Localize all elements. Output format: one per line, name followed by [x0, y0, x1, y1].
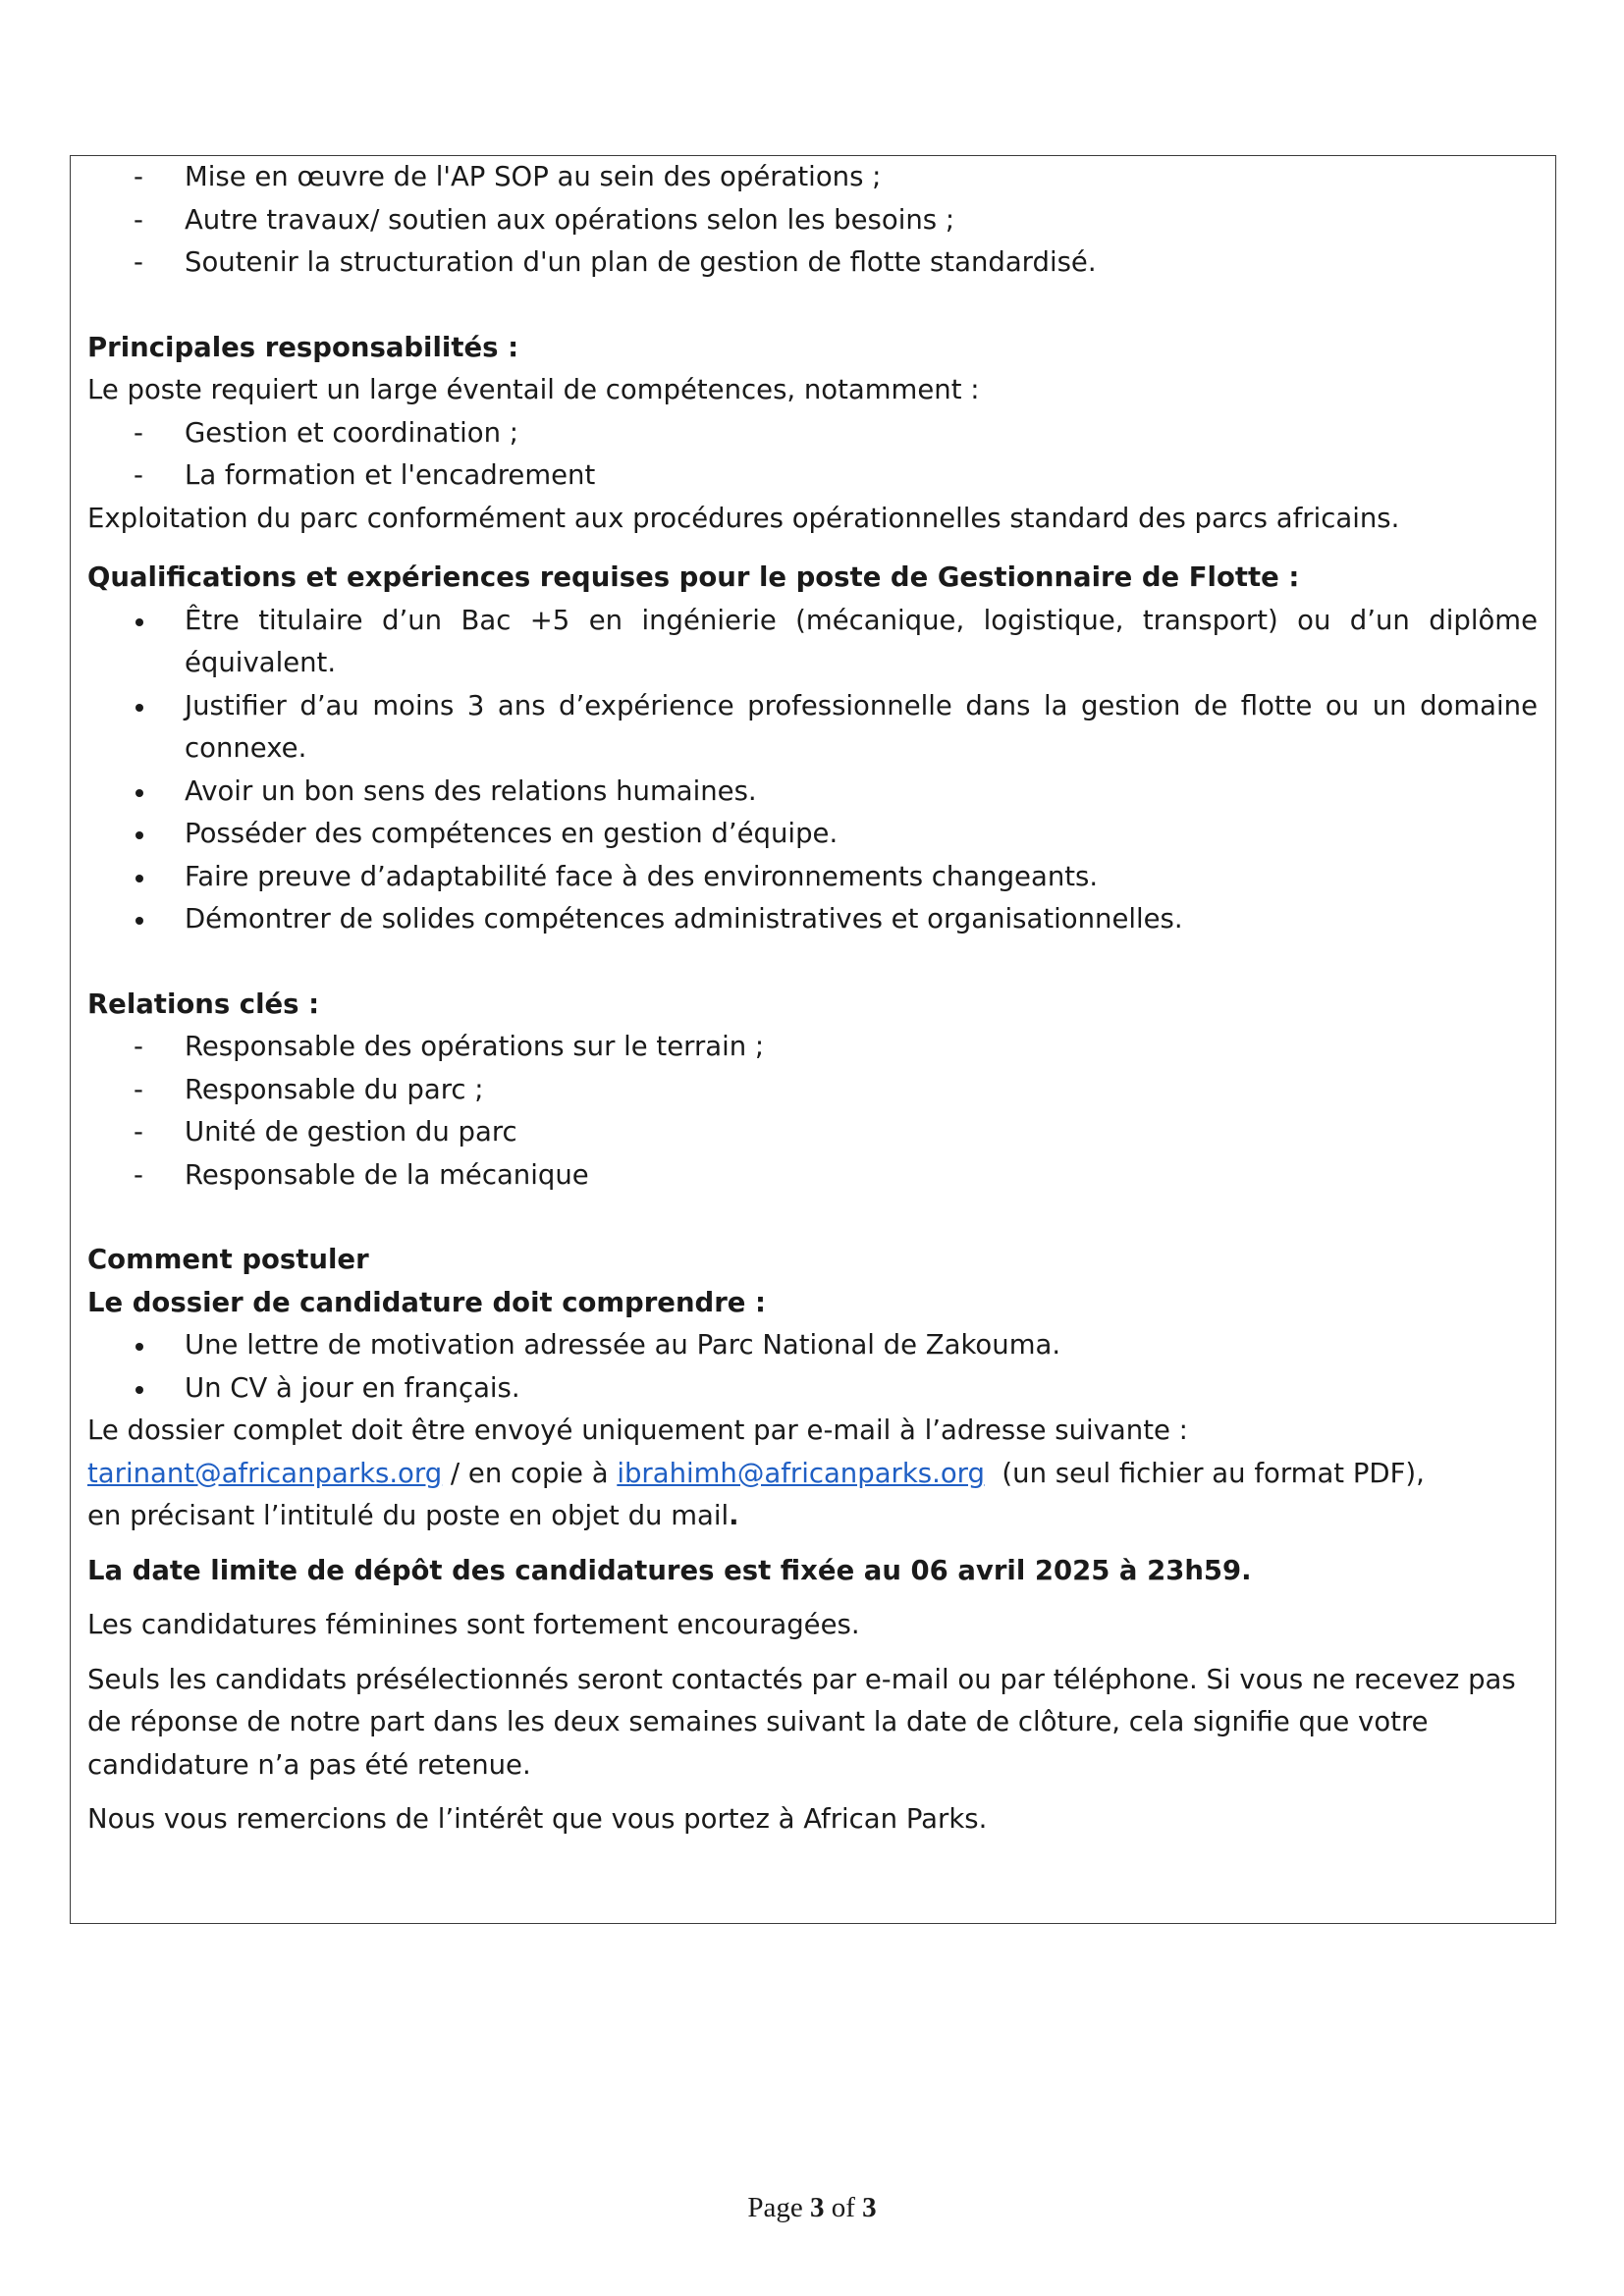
dash-marker: -	[134, 246, 143, 278]
apply-subheading: Le dossier de candidature doit comprendre :	[87, 1286, 767, 1318]
list-item: Une lettre de motivation adressée au Parc National de Zakouma.	[87, 1324, 1538, 1367]
encouragement: Les candidatures féminines sont fortement encouragées.	[87, 1609, 860, 1640]
list-item: Être titulaire d’un Bac +5 en ingénierie (mécanique, logistique, transport) ou d’un diplôme équivalent.	[87, 600, 1538, 685]
email-primary-link[interactable]: tarinant@africanparks.org	[87, 1457, 443, 1489]
list-item: - Soutenir la structuration d'un plan de gestion de flotte standardisé.	[87, 241, 1538, 285]
email-line	[87, 1453, 1538, 1496]
subject-text: en précisant l’intitulé du poste en objet du mail	[87, 1500, 730, 1531]
shortlist-note: Seuls les candidats présélectionnés seront contactés par e-mail ou par téléphone. Si vous ne recevez pas de réponse de notre part dans les deux semaines suivant la date de clôture, cela signifie que votre candidature n’a pas été retenue.	[87, 1663, 1516, 1781]
list-item: - Gestion et coordination ;	[87, 412, 1538, 455]
apply-list	[87, 1324, 1538, 1410]
email-copy-link[interactable]: ibrahimh@africanparks.org	[617, 1457, 985, 1489]
list-item: - Responsable des opérations sur le terrain ;	[87, 1026, 1538, 1069]
document-frame	[70, 155, 1556, 1924]
intro-list	[87, 156, 1538, 285]
dash-marker: -	[134, 203, 143, 236]
list-item: - Mise en œuvre de l'AP SOP au sein des opérations ;	[87, 156, 1538, 199]
dash-marker: -	[134, 416, 143, 449]
send-instructions: Le dossier complet doit être envoyé uniquement par e-mail à l’adresse suivante :	[87, 1415, 1188, 1446]
list-item: Posséder des compétences en gestion d’équipe.	[87, 813, 1538, 856]
dash-marker: -	[134, 161, 143, 192]
relations-heading: Relations clés :	[87, 988, 320, 1020]
format-text: (un seul fichier au format PDF),	[984, 1457, 1425, 1489]
bullet-marker	[135, 618, 143, 626]
bullet-marker	[135, 704, 143, 712]
responsibilities-heading: Principales responsabilités :	[87, 331, 519, 363]
of-word: of	[831, 2192, 855, 2223]
list-item: - Responsable de la mécanique	[87, 1154, 1538, 1198]
bullet-marker	[135, 1343, 143, 1351]
responsibilities-closing: Exploitation du parc conformément aux procédures opérationnelles standard des parcs africains.	[87, 502, 1400, 534]
relations-list	[87, 1026, 1538, 1197]
list-item: - La formation et l'encadrement	[87, 454, 1538, 498]
total-pages: 3	[862, 2192, 877, 2223]
apply-heading: Comment postuler	[87, 1244, 369, 1275]
list-item: Avoir un bon sens des relations humaines.	[87, 771, 1538, 814]
current-page: 3	[809, 2192, 825, 2223]
dash-marker: -	[134, 1158, 143, 1191]
qualifications-heading: Qualifications et expériences requises pour le poste de Gestionnaire de Flotte :	[87, 561, 1300, 593]
bullet-marker	[135, 875, 143, 882]
bullet-marker	[135, 831, 143, 839]
responsibilities-list	[87, 412, 1538, 498]
subject-end: .	[729, 1500, 739, 1531]
list-item: Faire preuve d’adaptabilité face à des environnements changeants.	[87, 856, 1538, 899]
thanks: Nous vous remercions de l’intérêt que vous portez à African Parks.	[87, 1803, 988, 1835]
dash-marker: -	[134, 1073, 143, 1105]
list-item: Démontrer de solides compétences administratives et organisationnelles.	[87, 898, 1538, 941]
subject-line	[87, 1495, 1538, 1538]
list-item: - Unité de gestion du parc	[87, 1111, 1538, 1154]
page-word: Page	[747, 2192, 803, 2223]
dash-marker: -	[134, 1031, 143, 1062]
dash-marker: -	[134, 459, 143, 491]
list-item: Un CV à jour en français.	[87, 1367, 1538, 1411]
bullet-marker	[135, 917, 143, 925]
bullet-marker	[135, 1386, 143, 1394]
qualifications-list	[87, 600, 1538, 941]
responsibilities-intro: Le poste requiert un large éventail de compétences, notamment :	[87, 374, 980, 405]
deadline: La date limite de dépôt des candidatures est fixée au 06 avril 2025 à 23h59.	[87, 1554, 1252, 1586]
list-item: - Responsable du parc ;	[87, 1069, 1538, 1112]
copy-text: / en copie à	[442, 1457, 618, 1489]
bullet-marker	[135, 789, 143, 797]
list-item: Justifier d’au moins 3 ans d’expérience professionnelle dans la gestion de flotte ou un domaine connexe.	[87, 685, 1538, 771]
dash-marker: -	[134, 1116, 143, 1148]
list-item: - Autre travaux/ soutien aux opérations selon les besoins ;	[87, 199, 1538, 242]
page-footer	[0, 2192, 1624, 2224]
